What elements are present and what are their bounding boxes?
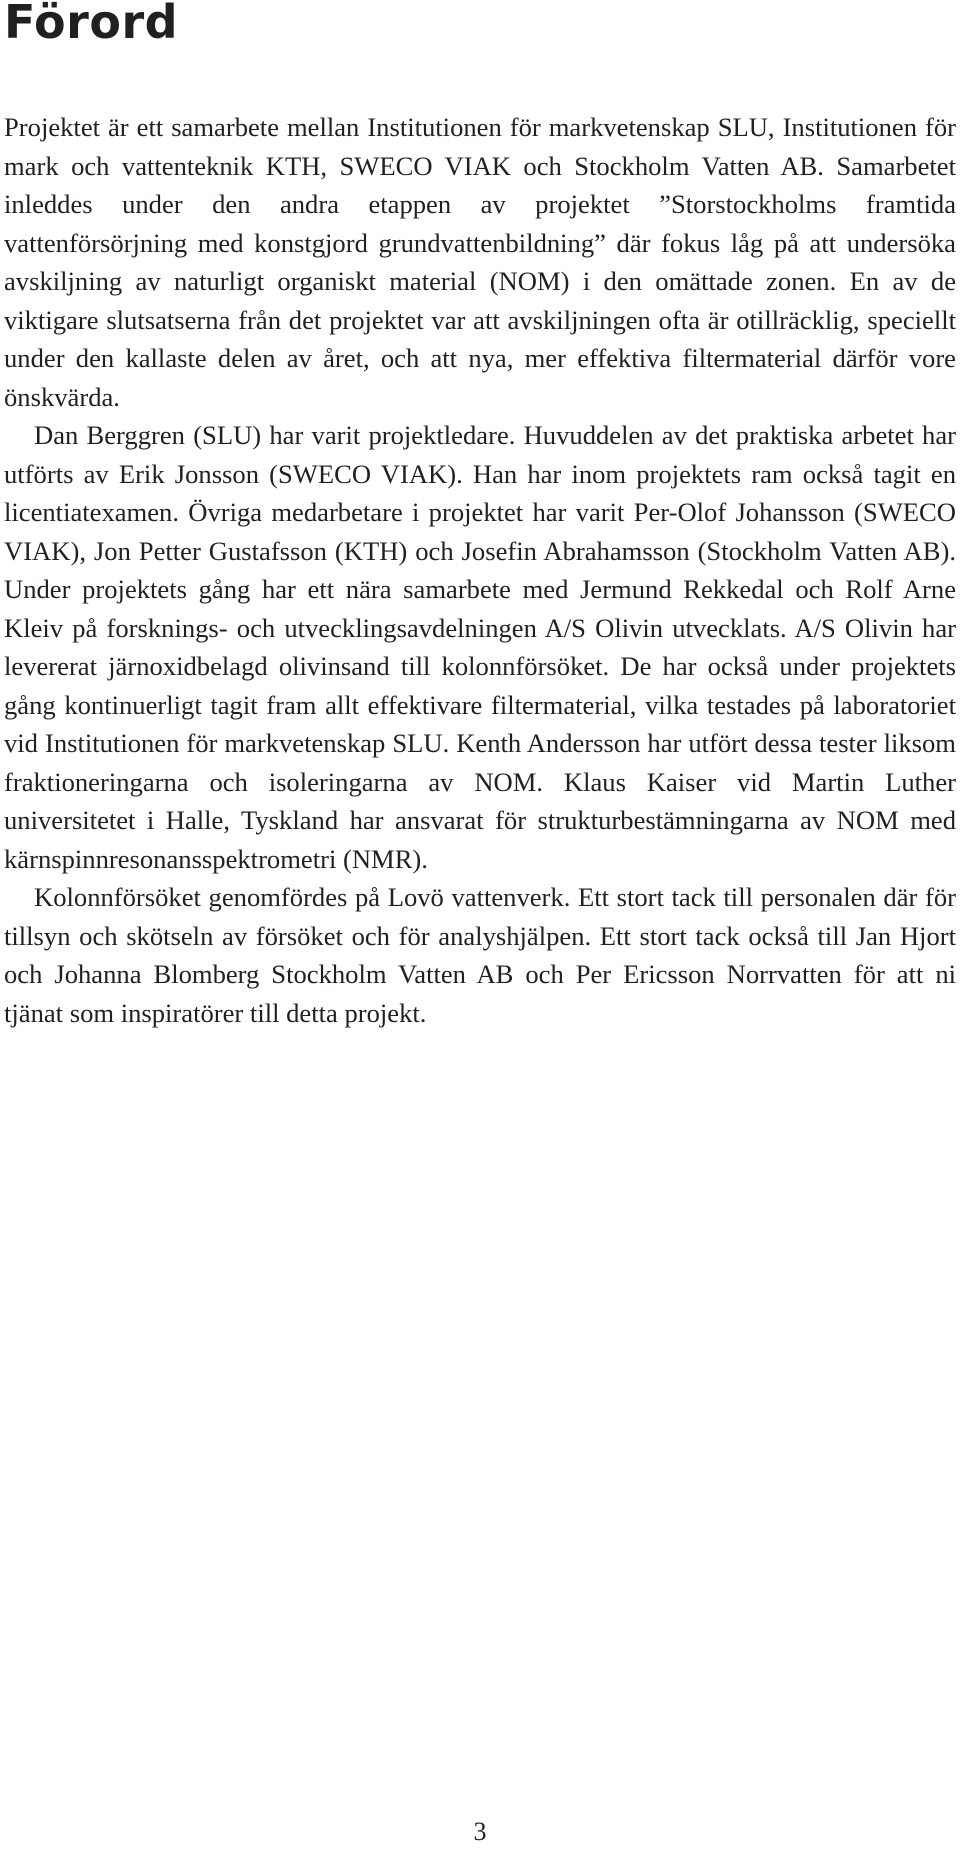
paragraph-acknowledgements: Kolonnförsöket genomfördes på Lovö vattenverk. Ett stort tack till personalen där för tillsyn och skötseln av försöket och för analyshjälpen. Ett stort tack också till Jan Hjort och Johanna Blomberg Stockholm Vatten AB och Per Ericsson Norrvatten för att ni tjänat som inspiratörer till detta projekt. bbox=[4, 882, 956, 1028]
paragraph-participants: Dan Berggren (SLU) har varit projektledare. Huvuddelen av det praktiska arbetet har utförts av Erik Jonsson (SWECO VIAK). Han har inom projektets ram också tagit en licentiatexamen. Övriga medarbetare i projektet har varit Per-Olof Johansson (SWECO VIAK), Jon Petter Gustafsson (KTH) och Josefin Abrahamsson (Stockholm Vatten AB). Under projektets gång har ett nära samarbete med Jermund Rekkedal och Rolf Arne Kleiv på forsknings- och utvecklingsavdelningen A/S Olivin utvecklats. A/S Olivin har levererat järnoxidbelagd olivinsand till kolonnförsöket. De har också under projektets gång kontinuerligt tagit fram allt effektivare filtermaterial, vilka testades på laboratoriet vid Institutionen för markvetenskap SLU. Kenth Andersson har utfört dessa tester liksom fraktioneringarna och isoleringarna av NOM. Klaus Kaiser vid Martin Luther universitetet i Halle, Tyskland har ansvarat för strukturbestämningarna av NOM med kärnspinnresonansspektrometri (NMR). bbox=[4, 420, 956, 874]
paragraph-project-intro: Projektet är ett samarbete mellan Institutionen för markvetenskap SLU, Institutionen för mark och vattenteknik KTH, SWECO VIAK och Stockholm Vatten AB. Samarbetet inleddes under den andra etappen av projektet ”Storstockholms framtida vattenförsörjning med konstgjord grundvattenbildning” där fokus låg på att undersöka avskiljning av naturligt organiskt material (NOM) i den omättade zonen. En av de viktigare slutsatserna från det projektet var att avskiljningen ofta är otillräcklig, speciellt under den kallaste delen av året, och att nya, mer effektiva filtermaterial därför vore önskvärda. bbox=[4, 112, 956, 412]
page-number: 3 bbox=[473, 1817, 487, 1846]
page-title: Förord bbox=[4, 0, 179, 49]
preface-body bbox=[4, 108, 956, 1032]
